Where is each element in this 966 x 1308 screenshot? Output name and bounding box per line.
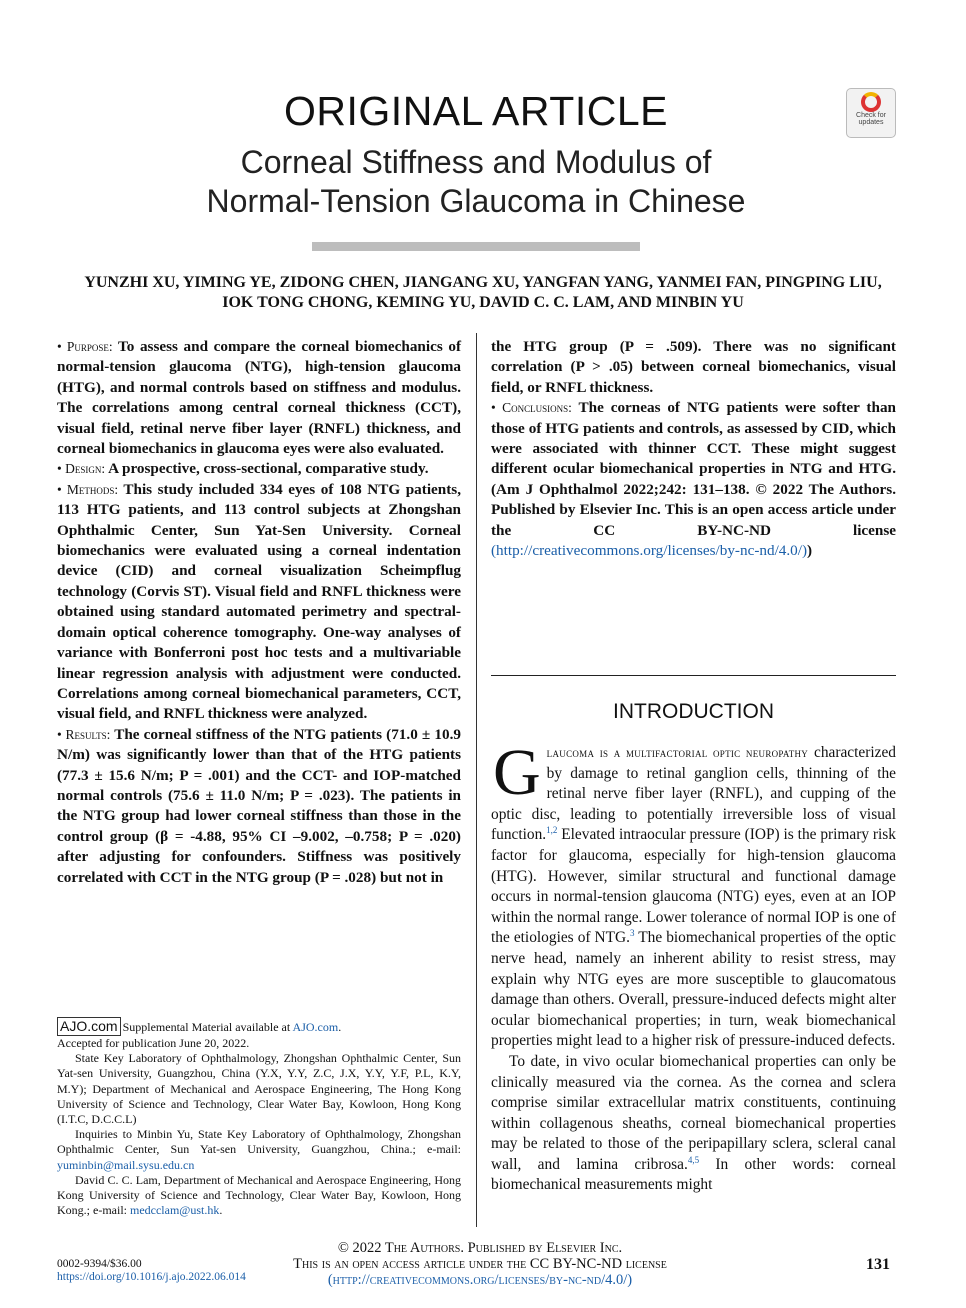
introduction-divider [491,675,896,676]
intro-paragraph-1 [491,736,896,1052]
ref-3[interactable]: 3 [630,928,635,939]
design-label: • Design: [57,461,106,477]
section-label: ORIGINAL ARTICLE [284,88,668,134]
introduction-heading: INTRODUCTION [613,700,774,723]
badge-label-1: Check for [856,112,886,119]
inquiries-note [57,1127,461,1173]
abstract-right-column [491,337,896,561]
lam-note [57,1173,461,1219]
intro-p2: To date, in vivo ocular biomechanical properties can only be clinically measured via the cornea. As the cornea and sclera comprise similar extracellular matrix constituents, continuing within collagenous sheaths, corneal biomechanical properties may be related to those of the peripapillary sclera, scleral canal wall, and lamina cribrosa. [491,1052,896,1173]
abstract-results-continued: the HTG group (P = .509). There was no significant correlation (P > .05) between corneal biomechanics, visual field, or RNFL thickness. [491,338,896,396]
inquiries-text: Inquiries to Minbin Yu, State Key Laboratory of Ophthalmology, Zhongshan Ophthalmic Center, Sun Yat-sen University, Guangzhou, China.; e-mail: [57,1127,461,1157]
author-list [40,273,926,313]
title-divider [312,242,640,251]
footer-identifiers [57,1258,246,1284]
intro-p1b: Elevated intraocular pressure (IOP) is the primary risk factor for glaucoma, especially for high-tension glaucoma (HTG). However, similar structural and functional damage occurs in normal-tension glaucoma (NTG) eyes, even at an IOP within the normal range. Lower tolerance of normal IOP is one of the etiologies of NTG. [491,826,896,947]
intro-p1: characterized by damage to retinal ganglion cells, thinning of the retinal nerve fiber layer (RNFL), and cupping of the optic disc, leading to potentially irreversible loss of visual function. [491,744,896,844]
ajo-logo[interactable]: AJO.com [57,1017,121,1036]
title-line-2: Normal-Tension Glaucoma in Chinese [206,183,746,219]
doi-link[interactable]: https://doi.org/10.1016/j.ajo.2022.06.014 [57,1271,246,1283]
intro-paragraph-2 [491,1052,896,1196]
closing-paren: ) [807,542,813,560]
footer-license-link[interactable]: (http://creativecommons.org/licenses/by-nc-nd/4.0/) [327,1272,633,1288]
article-title [0,143,952,221]
supplemental-link[interactable]: AJO.com [292,1020,339,1034]
lam-text: David C. C. Lam, Department of Mechanical and Aerospace Engineering, Hong Kong University of Science and Technology, Clear Water Bay, Kowloon, Hong Kong.; e-mail: [57,1172,461,1218]
ref-4-5[interactable]: 4,5 [687,1154,700,1165]
affiliation-note: State Key Laboratory of Ophthalmology, Zhongshan Ophthalmic Center, Sun Yat-sen University, Guangzhou, China (Y.X, Y.Y, Z.C, J.X, Y.Y, Y.F, P.L, K.Y, M.Y); Department of Mechanical and Aerospace Engineering, The Hong Kong University of Science and Technology, Clear Water Bay, Kowloon, Hong Kong (I.T.C, D.C.C.L) [57,1051,461,1127]
purpose-text: To assess and compare the corneal biomechanics of normal-tension glaucoma (NTG), high-tension glaucoma (HTG), and normal controls based on stiffness and modulus. The correlations among central corneal thickness (CCT), visual field, retinal nerve fiber layer (RNFL) thickness, and corneal biomechanics in glaucoma eyes were also evaluated. [57,338,462,458]
results-text: The corneal stiffness of the NTG patients (71.0 ± 10.9 N/m) was significantly lower than that of the HTG patients (77.3 ± 15.6 N/m; P = .001) and the CCT- and IOP-matched normal controls (75.6 ± 11.0 N/m; P = .023). The patients in the NTG group had lower corneal stiffness than those in the control group (β = -4.88, 95% CI –9.002, –0.758; P = .020) after adjusting for confounders. Stiffness was positively correlated with CCT in the NTG group (P = .028) but not in [57,725,461,886]
inquiries-email-link[interactable]: yuminbin@mail.sysu.edu.cn [57,1157,195,1172]
methods-text: This study included 334 eyes of 108 NTG patients, 113 HTG patients, and 113 control subjects at Zhongshan Ophthalmic Center, Sun Yat-Sen University. Corneal biomechanics were evaluated using a corneal indentation device (CID) and corneal visualization Scheimpflug technology (Corvis ST). Visual field and RNFL thickness were obtained using standard automated perimetry and spectral-domain optical coherence tomography. One-way analyses of variance with Bonferroni post hoc tests and a multivariable linear regression analysis with adjustment were conducted. Correlations among corneal biomechanical parameters, CCT, visual field, and RNFL thickness were analyzed. [57,480,462,723]
results-label: • Results: [57,726,111,742]
license-link[interactable]: (http://creativecommons.org/licenses/by-nc-nd/4.0/) [491,542,808,560]
intro-p1c: The biomechanical properties of the optic nerve head, namely an inherent ability to resist stress, may explain why NTG eyes are more susceptible to glaucomatous damage than others. Overall, pressure-induced defects might alter ocular biomechanical properties; in turn, weak biomechanical properties might lead to a higher risk of pressure-induced defects. [491,929,896,1050]
intro-p2b: In other words: corneal biomechanical measurements might [491,1155,896,1194]
conclusions-text: The corneas of NTG patients were softer than those of HTG patients and controls, as assessed by CID, which were associated with thinner CCT. These might suggest different ocular biomechanical properties in NTG and HTG. (Am J Ophthalmol 2022;242: 131–138. © 2022 The Authors. Published by Elsevier Inc. This is an open access article under the CC BY-NC-ND license [491,399,896,539]
issn: 0002-9394/$36.00 [57,1258,142,1270]
abstract-methods [57,480,461,725]
design-text: A prospective, cross-sectional, comparative study. [108,460,429,478]
supplemental-text: Supplemental Material available at [122,1020,293,1034]
footer-oa-line: This is an open access article under the CC BY-NC-ND license [293,1256,667,1272]
footer-license [240,1240,720,1288]
title-line-1: Corneal Stiffness and Modulus of [240,144,712,180]
authors-line-2: IOK TONG CHONG, KEMING YU, DAVID C. C. LAM, AND MINBIN YU [222,294,744,311]
page-number: 131 [866,1256,890,1273]
drop-cap: G [493,736,541,809]
lead-caps: laucoma is a multifactorial optic neuropathy [546,746,809,760]
crossmark-icon [861,92,881,112]
supplemental-end: . [338,1020,342,1034]
footer-copyright: © 2022 The Authors. Published by Elsevier Inc. [337,1240,623,1256]
abstract-results [57,725,461,888]
authors-line-1: YUNZHI XU, YIMING YE, ZIDONG CHEN, JIANGANG XU, YANGFAN YANG, YANMEI FAN, PINGPING LIU, [84,274,882,291]
abstract-design [57,459,461,479]
column-divider [476,333,477,1227]
purpose-label: • Purpose: [57,339,113,354]
introduction-body [491,736,896,1196]
footnotes [57,1017,461,1218]
lam-end: . [219,1203,223,1218]
abstract-purpose [57,337,461,459]
abstract-left-column [57,337,461,888]
abstract-conclusions [491,398,896,561]
ref-1-2[interactable]: 1,2 [546,825,558,836]
lam-email-link[interactable]: medcclam@ust.hk [129,1203,220,1218]
check-for-updates-badge[interactable] [846,88,896,138]
badge-label-2: updates [858,119,884,126]
accepted-note: Accepted for publication June 20, 2022. [57,1036,250,1050]
methods-label: • Methods: [57,481,119,497]
conclusions-label: • Conclusions: [491,400,572,416]
supplemental-note [57,1017,461,1036]
